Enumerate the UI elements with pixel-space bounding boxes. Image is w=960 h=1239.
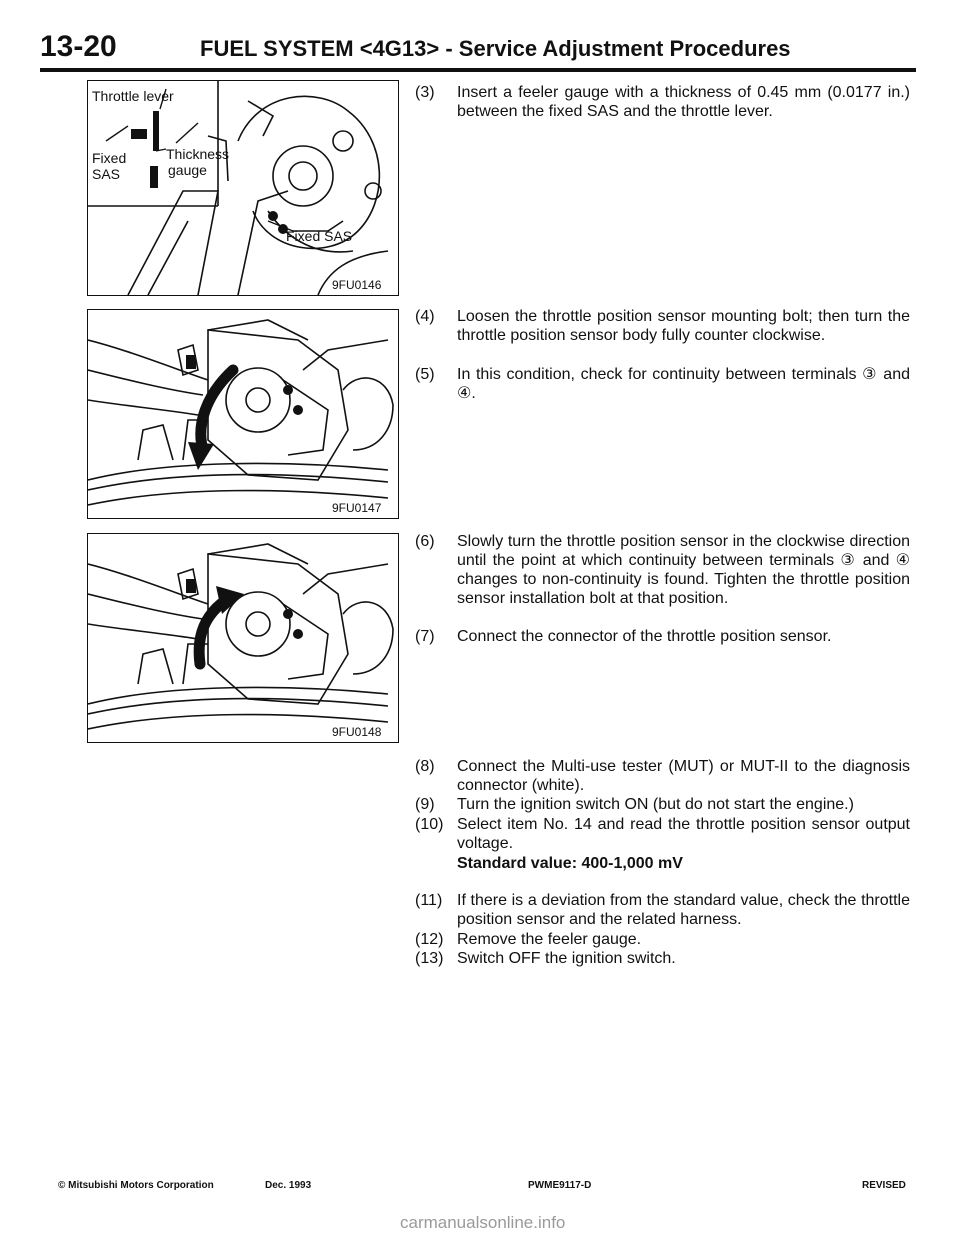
step-number: (7) [415,628,435,645]
step-text: Loosen the throttle position sensor mounting bolt; then turn the throttle position sensor body fully counter clockwise. [457,308,910,344]
label-sas: SAS [92,166,121,182]
step-11 [415,891,910,929]
figure-code: 9FU0146 [332,278,382,292]
figure-feeler-gauge [87,80,399,296]
step-text: Switch OFF the ignition switch. [457,950,676,967]
step-text: Insert a feeler gauge with a thickness of 0.45 mm (0.0177 in.) between the fixed SAS and the throttle lever. [457,84,910,120]
watermark: carmanualsonline.info [400,1213,566,1232]
step-4 [415,307,910,345]
step-8 [415,757,910,795]
step-text: Connect the connector of the throttle position sensor. [457,628,832,645]
figure-sensor-counterclockwise [87,309,399,519]
footer-date: Dec. 1993 [265,1180,312,1191]
footer-copyright: © Mitsubishi Motors Corporation [58,1180,214,1191]
figure-code: 9FU0148 [332,725,382,739]
footer-status: REVISED [862,1180,906,1191]
step-text: If there is a deviation from the standard value, check the throttle position sensor and the related harness. [457,892,910,928]
step-number: (8) [415,758,435,775]
label-fixed: Fixed [92,150,127,166]
figure-sensor-clockwise [87,533,399,743]
step-10 [415,815,910,853]
step-number: (11) [415,892,443,909]
step-number: (6) [415,533,435,550]
label-throttle-lever: Throttle lever [92,88,174,104]
label-fixed-sas: Fixed SAS [286,228,353,244]
footer-code: PWME9117-D [528,1180,592,1191]
step-9 [415,795,910,814]
figure-sensor-clockwise-drawing [88,534,398,742]
step-text: Turn the ignition switch ON (but do not start the engine.) [457,796,854,813]
step-13 [415,949,910,968]
page-number: 13-20 [40,30,117,63]
step-text: Connect the Multi-use tester (MUT) or MUT-II to the diagnosis connector (white). [457,758,910,794]
step-number: (13) [415,950,444,967]
step-12 [415,930,910,949]
step-5 [415,365,910,403]
step-text: Remove the feeler gauge. [457,931,642,948]
step-number: (10) [415,816,444,833]
step-6 [415,532,910,608]
step-7 [415,627,910,646]
standard-value: Standard value: 400-1,000 mV [457,855,683,872]
label-gauge: gauge [168,162,207,178]
step-text: In this condition, check for continuity between terminals ③ and ④. [457,366,910,402]
step-number: (12) [415,931,444,948]
step-3 [415,83,910,121]
header-rule [40,68,916,72]
page-title: FUEL SYSTEM <4G13> - Service Adjustment Procedures [200,36,791,61]
step-number: (3) [415,84,435,101]
step-number: (5) [415,366,435,383]
step-number: (4) [415,308,435,325]
figure-feeler-gauge-drawing [88,81,398,295]
label-thickness: Thickness [166,146,230,162]
step-text: Slowly turn the throttle position sensor in the clockwise direction until the point at which continuity between terminals ③ and ④ changes to non-continuity is found. Tighten the throttle position sensor installation bolt at that position. [457,533,910,607]
figure-code: 9FU0147 [332,501,382,515]
figure-sensor-counterclockwise-drawing [88,310,398,518]
step-number: (9) [415,796,435,813]
step-text: Select item No. 14 and read the throttle position sensor output voltage. [457,816,910,852]
